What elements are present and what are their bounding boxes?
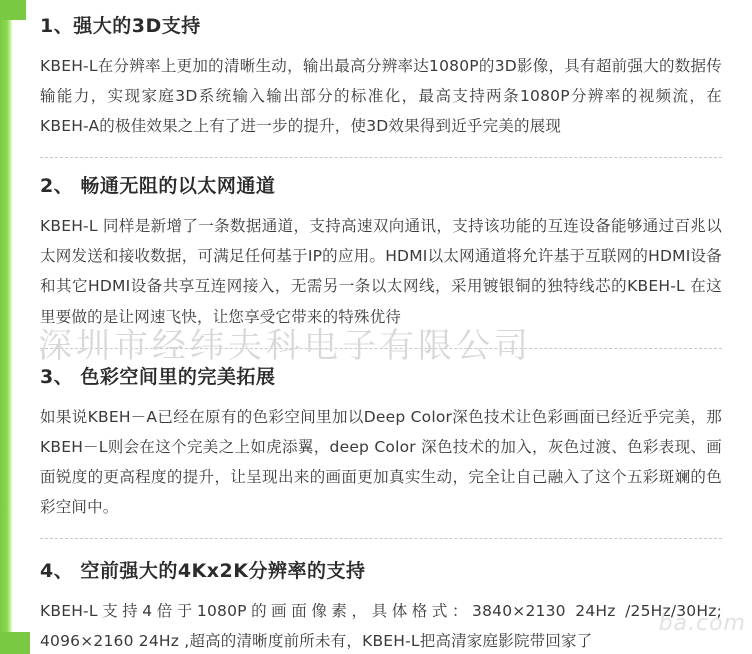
green-bottom-left-corner-decoration [0, 632, 30, 654]
green-left-edge-decoration [0, 0, 13, 654]
divider-1 [40, 157, 722, 158]
section-4-title: 4、 空前强大的4Kx2K分辨率的支持 [40, 560, 366, 583]
section-3 [40, 365, 722, 523]
section-2 [40, 174, 722, 332]
section-1-body: KBEH-L在分辨率上更加的清晰生动，输出最高分辨率达1080P的3D影像，具有超前强大的数据传输能力，实现家庭3D系统输入输出部分的标准化，最高支持两条1080P分辨率的视频流，在KBEH-A的极佳效果之上有了进一步的提升，使3D效果得到近乎完美的展现 [40, 56, 722, 136]
section-3-body: 如果说KBEH－A已经在原有的色彩空间里加以Deep Color深色技术让色彩画面已经近乎完美，那KBEH－L则会在这个完美之上如虎添翼，deep Color 深色技术的加入，灰色过渡、色彩表现、画面锐度的更高程度的提升，让呈现出来的画面更加真实生动，完全让自己融入了这个五彩斑斓的色彩空间中。 [40, 407, 722, 517]
green-top-left-corner-decoration [0, 0, 26, 20]
section-2-title: 2、 畅通无阻的以太网通道 [40, 175, 276, 198]
watermark-site-corner: ba.com [658, 611, 746, 636]
divider-3 [40, 538, 722, 539]
section-1 [40, 14, 722, 141]
section-2-body: KBEH-L 同样是新增了一条数据通道，支持高速双向通讯，支持该功能的互连设备能够通过百兆以太网发送和接收数据，可满足任何基于IP的应用。HDMI以太网通道将允许基于互联网的HDMI设备和其它HDMI设备共享互连网接入，无需另一条以太网线，采用镀银铜的独特线芯的KBEH-L 在这里要做的是让网速飞快，让您享受它带来的特殊优待 [40, 217, 722, 326]
section-3-title: 3、 色彩空间里的完美拓展 [40, 365, 276, 388]
section-1-title: 1、强大的3D支持 [40, 15, 201, 37]
divider-2 [40, 348, 722, 349]
section-4 [40, 559, 722, 654]
watermark-company-name: 深圳市经纬夫科电子有限公司 [38, 326, 532, 366]
section-4-body: KBEH-L支持4倍于1080P的画面像素，具体格式：3840×2130 24Hz /25Hz/30Hz; 4096×2160 24Hz ,超高的清晰度前所未有，KBEH-L把高清家庭影院带回家了 [40, 602, 722, 651]
